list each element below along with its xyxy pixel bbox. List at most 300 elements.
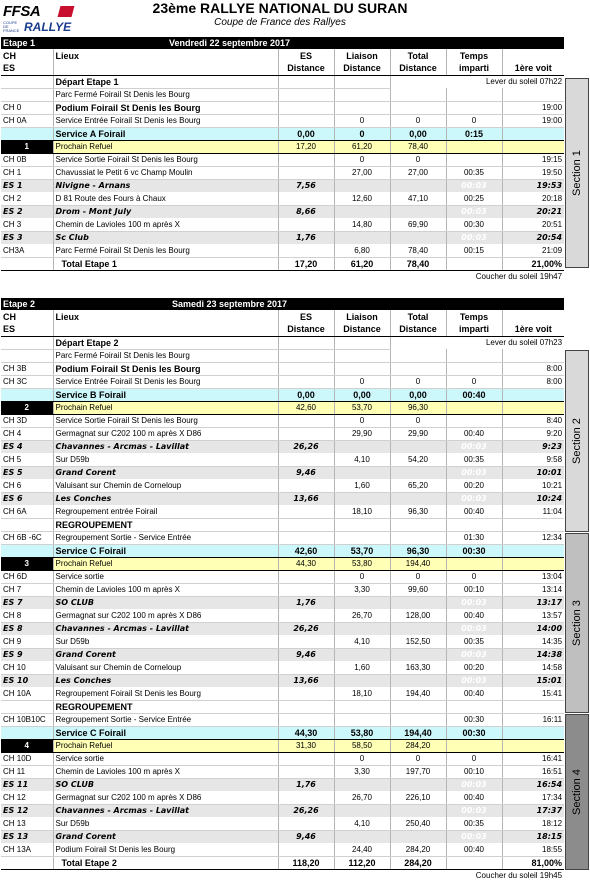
control-row [1, 453, 564, 466]
cell-temps-imparti [446, 518, 502, 531]
sunset-row [1, 270, 564, 283]
cell-ch: CH 9 [1, 635, 53, 648]
cell-total-distance [390, 778, 446, 791]
control-row [1, 791, 564, 804]
cell-liaison-distance: 1,60 [334, 661, 390, 674]
cell-first-car: 17:37 [502, 804, 564, 817]
control-row [1, 505, 564, 518]
cell-lieu: Parc Fermé Foirail St Denis les Bourg [53, 349, 278, 362]
cell-lieu: SO CLUB [53, 596, 278, 609]
cell-es-distance: 31,30 [278, 739, 334, 752]
column-header-cell: Distance [334, 62, 390, 75]
cell-first-car: 10:24 [502, 492, 564, 505]
service-row [1, 388, 564, 401]
cell-lieu: Parc Fermé Foirail St Denis les Bourg [53, 244, 278, 257]
special-stage-row [1, 466, 564, 479]
cell-es-distance [278, 192, 334, 205]
cell-es-distance [278, 713, 334, 726]
cell-temps-imparti [446, 88, 502, 101]
cell-temps-imparti: 00:10 [446, 765, 502, 778]
cell-liaison-distance: 1,60 [334, 479, 390, 492]
cell-temps-imparti [446, 739, 502, 752]
cell-first-car: 16:41 [502, 752, 564, 765]
cell-ch: ES 10 [1, 674, 53, 687]
control-row [1, 700, 564, 713]
cell-es-distance: 0,00 [278, 388, 334, 401]
cell-lieu: Germagnat sur C202 100 m après X D86 [53, 791, 278, 804]
column-header-cell: imparti [446, 323, 502, 336]
cell-liaison-distance: 27,00 [334, 166, 390, 179]
cell-liaison-distance [334, 531, 390, 544]
cell-liaison-distance: 61,20 [334, 140, 390, 153]
cell-es-distance [278, 349, 334, 362]
cell-liaison-distance: 112,20 [334, 856, 390, 869]
cell-es-distance [278, 583, 334, 596]
cell-temps-imparti: 00:20 [446, 479, 502, 492]
cell-lieu: Sur D59b [53, 817, 278, 830]
cell-first-car: 13:17 [502, 596, 564, 609]
cell-lieu: Service A Foirail [53, 127, 278, 140]
cell-liaison-distance: 26,70 [334, 791, 390, 804]
cell-total-distance: 128,00 [390, 609, 446, 622]
control-row [1, 192, 564, 205]
cell-lieu: Service sortie [53, 570, 278, 583]
cell-es-distance: 42,60 [278, 401, 334, 414]
section-2-label: Section 2 [565, 350, 589, 532]
cell-total-distance [390, 492, 446, 505]
cell-temps-imparti: 00:03 [446, 622, 502, 635]
cell-first-car: 14:00 [502, 622, 564, 635]
control-row [1, 101, 564, 114]
cell-lieu: Service sortie [53, 752, 278, 765]
cell-total-distance: 194,40 [390, 557, 446, 570]
cell-liaison-distance: 53,80 [334, 557, 390, 570]
control-row [1, 153, 564, 166]
cell-temps-imparti: 00:03 [446, 804, 502, 817]
cell-total-distance: 0 [390, 570, 446, 583]
cell-temps-imparti: 00:03 [446, 440, 502, 453]
cell-ch: CH 2 [1, 192, 53, 205]
cell-lieu: Prochain Refuel [53, 140, 278, 153]
cell-temps-imparti [446, 257, 502, 270]
cell-es-distance [278, 609, 334, 622]
cell-total-distance: 0 [390, 153, 446, 166]
column-header-cell: ES [1, 323, 53, 336]
special-stage-row [1, 804, 564, 817]
cell-lieu: Service C Foirail [53, 726, 278, 739]
cell-first-car: 13:14 [502, 583, 564, 596]
column-header-cell: Distance [334, 323, 390, 336]
cell-total-distance: 29,90 [390, 427, 446, 440]
section-4-label: Section 4 [565, 714, 589, 870]
cell-lieu: SO CLUB [53, 778, 278, 791]
refuel-row [1, 140, 564, 153]
etape-label: Etape 1 [1, 37, 53, 49]
cell-liaison-distance: 24,40 [334, 843, 390, 856]
control-row [1, 531, 564, 544]
cell-total-distance: 54,20 [390, 453, 446, 466]
section-1-label: Section 1 [565, 78, 589, 268]
cell-temps-imparti: 00:20 [446, 661, 502, 674]
cell-lieu: Service Entrée Foirail St Denis les Bourg [53, 375, 278, 388]
cell-first-car [502, 388, 564, 401]
cell-es-distance: 26,26 [278, 622, 334, 635]
column-header-cell [502, 310, 564, 323]
cell-lieu: Chavannes - Arcmas - Lavillat [53, 622, 278, 635]
column-header-cell: Lieux [53, 49, 278, 62]
cell-temps-imparti: 00:40 [446, 791, 502, 804]
cell-es-distance [278, 843, 334, 856]
cell-liaison-distance: 26,70 [334, 609, 390, 622]
cell-es-distance [278, 427, 334, 440]
control-row [1, 713, 564, 726]
control-row [1, 661, 564, 674]
sunset-row [1, 869, 564, 882]
cell-ch: CH 10 [1, 661, 53, 674]
cell-ch: 2 [1, 401, 53, 414]
control-row [1, 166, 564, 179]
cell-first-car [502, 518, 564, 531]
cell-ch: ES 6 [1, 492, 53, 505]
cell-total-distance [390, 804, 446, 817]
control-row [1, 414, 564, 427]
column-header-1 [1, 310, 564, 323]
cell-temps-imparti: 00:10 [446, 583, 502, 596]
cell-liaison-distance [334, 804, 390, 817]
cell-first-car: 16:54 [502, 778, 564, 791]
control-row [1, 88, 564, 101]
cell-es-distance [278, 75, 334, 88]
cell-temps-imparti: 00:03 [446, 466, 502, 479]
logo-coupe-text: COUPE DE FRANCE [3, 20, 20, 33]
cell-lieu: Sc Club [53, 231, 278, 244]
cell-lieu: REGROUPEMENT [53, 518, 278, 531]
cell-es-distance: 42,60 [278, 544, 334, 557]
special-stage-row [1, 596, 564, 609]
cell-total-distance [390, 349, 446, 362]
column-header-cell: ES [278, 310, 334, 323]
cell-lieu: Chavannes - Arcmas - Lavillat [53, 804, 278, 817]
cell-es-distance [278, 765, 334, 778]
cell-lieu: Nivigne - Arnans [53, 179, 278, 192]
cell-liaison-distance: 18,10 [334, 687, 390, 700]
cell-liaison-distance [334, 596, 390, 609]
cell-first-car: 20:54 [502, 231, 564, 244]
cell-total-distance: 284,20 [390, 856, 446, 869]
special-stage-row [1, 231, 564, 244]
cell-es-distance: 44,30 [278, 557, 334, 570]
cell-es-distance [278, 414, 334, 427]
cell-first-car: 20:21 [502, 205, 564, 218]
cell-first-car: 19:53 [502, 179, 564, 192]
cell-liaison-distance [334, 830, 390, 843]
cell-liaison-distance: 29,90 [334, 427, 390, 440]
cell-temps-imparti [446, 856, 502, 869]
cell-temps-imparti: 00:40 [446, 388, 502, 401]
cell-temps-imparti [446, 557, 502, 570]
cell-es-distance [278, 570, 334, 583]
cell-total-distance [390, 674, 446, 687]
cell-total-distance [390, 531, 446, 544]
cell-lieu: Regroupement Foirail St Denis les Bourg [53, 687, 278, 700]
control-row [1, 479, 564, 492]
control-row [1, 75, 564, 88]
cell-first-car [502, 544, 564, 557]
cell-liaison-distance: 0 [334, 127, 390, 140]
cell-ch: CH 7 [1, 583, 53, 596]
refuel-row [1, 557, 564, 570]
cell-lieu: Podium Foirail St Denis les Bourg [53, 101, 278, 114]
cell-es-distance: 0,00 [278, 127, 334, 140]
column-header-cell [53, 323, 278, 336]
cell-first-car [502, 349, 564, 362]
cell-liaison-distance: 0 [334, 114, 390, 127]
cell-es-distance [278, 101, 334, 114]
cell-es-distance [278, 88, 334, 101]
cell-total-distance [390, 179, 446, 192]
cell-lieu: Départ Etape 2 [53, 336, 278, 349]
cell-total-distance [390, 648, 446, 661]
cell-first-car: 13:57 [502, 609, 564, 622]
control-row [1, 244, 564, 257]
cell-total-distance: 194,40 [390, 726, 446, 739]
column-header-cell: ES [278, 49, 334, 62]
cell-ch [1, 726, 53, 739]
cell-ch: ES 1 [1, 179, 53, 192]
cell-temps-imparti [446, 101, 502, 114]
cell-temps-imparti: 00:40 [446, 687, 502, 700]
cell-lieu: Germagnat sur C202 100 m après X D86 [53, 427, 278, 440]
cell-total-distance [390, 205, 446, 218]
cell-liaison-distance [334, 713, 390, 726]
cell-liaison-distance [334, 440, 390, 453]
cell-es-distance: 9,46 [278, 830, 334, 843]
control-row [1, 843, 564, 856]
special-stage-row [1, 440, 564, 453]
cell-es-distance [278, 453, 334, 466]
cell-temps-imparti [446, 153, 502, 166]
cell-ch: ES 4 [1, 440, 53, 453]
cell-total-distance: 99,60 [390, 583, 446, 596]
cell-lieu: Grand Corent [53, 830, 278, 843]
cell-temps-imparti: 0 [446, 752, 502, 765]
column-header-cell: Liaison [334, 310, 390, 323]
sunrise-time: Lever du soleil 07h23 [390, 336, 564, 349]
column-header-cell: Distance [390, 62, 446, 75]
cell-temps-imparti: 00:35 [446, 817, 502, 830]
cell-liaison-distance [334, 674, 390, 687]
cell-total-distance: 197,70 [390, 765, 446, 778]
column-header-cell: Distance [278, 62, 334, 75]
cell-lieu: Total Etape 2 [53, 856, 278, 869]
cell-es-distance [278, 661, 334, 674]
cell-ch: ES 2 [1, 205, 53, 218]
cell-lieu: Prochain Refuel [53, 557, 278, 570]
control-row [1, 609, 564, 622]
special-stage-row [1, 648, 564, 661]
cell-total-distance [390, 700, 446, 713]
control-row [1, 427, 564, 440]
cell-temps-imparti: 0 [446, 375, 502, 388]
cell-ch [1, 75, 53, 88]
cell-es-distance [278, 687, 334, 700]
cell-ch: CH 3 [1, 218, 53, 231]
cell-lieu: Sur D59b [53, 635, 278, 648]
cell-es-distance [278, 791, 334, 804]
column-header-2 [1, 62, 564, 75]
cell-first-car [502, 401, 564, 414]
cell-first-car: 14:58 [502, 661, 564, 674]
cell-liaison-distance: 18,10 [334, 505, 390, 518]
cell-lieu: Prochain Refuel [53, 739, 278, 752]
column-header-cell: Total [390, 310, 446, 323]
cell-es-distance: 8,66 [278, 205, 334, 218]
cell-ch [1, 127, 53, 140]
cell-temps-imparti [446, 362, 502, 375]
cell-ch: CH 6D [1, 570, 53, 583]
cell-lieu: Valuisant sur Chemin de Corneloup [53, 661, 278, 674]
cell-ch: 4 [1, 739, 53, 752]
cell-total-distance [390, 713, 446, 726]
cell-first-car: 13:04 [502, 570, 564, 583]
column-header-cell: Temps [446, 49, 502, 62]
cell-ch: CH 3D [1, 414, 53, 427]
cell-total-distance: 69,90 [390, 218, 446, 231]
cell-es-distance: 9,46 [278, 466, 334, 479]
cell-first-car: 18:12 [502, 817, 564, 830]
cell-temps-imparti: 00:30 [446, 726, 502, 739]
logo-rallye-text: RALLYE [24, 20, 72, 34]
service-row [1, 544, 564, 557]
cell-ch: CH 13A [1, 843, 53, 856]
cell-temps-imparti: 00:03 [446, 179, 502, 192]
cell-total-distance: 0 [390, 114, 446, 127]
column-header-cell: Total [390, 49, 446, 62]
cell-es-distance: 118,20 [278, 856, 334, 869]
cell-liaison-distance: 0 [334, 414, 390, 427]
cell-es-distance [278, 375, 334, 388]
cell-es-distance: 13,66 [278, 674, 334, 687]
cell-ch: CH3A [1, 244, 53, 257]
cell-total-distance: 0 [390, 375, 446, 388]
cell-ch: CH 10A [1, 687, 53, 700]
cell-first-car: 14:35 [502, 635, 564, 648]
cell-lieu: Podium Foirail St Denis les Bourg [53, 843, 278, 856]
cell-temps-imparti: 00:03 [446, 778, 502, 791]
column-header-cell: Distance [278, 323, 334, 336]
cell-ch: CH 0 [1, 101, 53, 114]
cell-lieu: Prochain Refuel [53, 401, 278, 414]
cell-ch: ES 9 [1, 648, 53, 661]
cell-total-distance: 284,20 [390, 843, 446, 856]
cell-liaison-distance [334, 518, 390, 531]
cell-first-car: 12:34 [502, 531, 564, 544]
cell-first-car: 19:00 [502, 114, 564, 127]
cell-ch: 3 [1, 557, 53, 570]
cell-lieu: REGROUPEMENT [53, 700, 278, 713]
cell-ch [1, 349, 53, 362]
control-row [1, 362, 564, 375]
cell-es-distance: 13,66 [278, 492, 334, 505]
cell-total-distance: 0,00 [390, 127, 446, 140]
cell-liaison-distance [334, 336, 390, 349]
cell-liaison-distance [334, 101, 390, 114]
cell-total-distance [390, 596, 446, 609]
cell-lieu: Service Entrée Foirail St Denis les Bourg [53, 114, 278, 127]
cell-liaison-distance [334, 205, 390, 218]
special-stage-row [1, 179, 564, 192]
cell-ch: CH 10D [1, 752, 53, 765]
cell-first-car: 9:20 [502, 427, 564, 440]
cell-temps-imparti: 00:35 [446, 635, 502, 648]
cell-liaison-distance [334, 362, 390, 375]
cell-first-car: 17:34 [502, 791, 564, 804]
cell-es-distance [278, 479, 334, 492]
cell-first-car [502, 140, 564, 153]
cell-es-distance [278, 336, 334, 349]
control-row [1, 570, 564, 583]
column-header-cell: ES [1, 62, 53, 75]
cell-total-distance: 96,30 [390, 505, 446, 518]
cell-es-distance: 17,20 [278, 140, 334, 153]
cell-first-car: 14:38 [502, 648, 564, 661]
cell-temps-imparti: 00:40 [446, 427, 502, 440]
cell-lieu: Regroupement entrée Foirail [53, 505, 278, 518]
cell-lieu: Les Conches [53, 492, 278, 505]
cell-first-car: 10:21 [502, 479, 564, 492]
cell-temps-imparti: 00:25 [446, 192, 502, 205]
service-row [1, 726, 564, 739]
cell-temps-imparti: 0 [446, 114, 502, 127]
cell-lieu: Départ Etape 1 [53, 75, 278, 88]
cell-lieu: Sur D59b [53, 453, 278, 466]
cell-temps-imparti [446, 140, 502, 153]
cell-ch: CH 13 [1, 817, 53, 830]
cell-first-car: 21,00% [502, 257, 564, 270]
special-stage-row [1, 205, 564, 218]
cell-liaison-distance: 53,70 [334, 401, 390, 414]
cell-first-car: 20:51 [502, 218, 564, 231]
cell-lieu: Service Sortie Foirail St Denis les Bourg [53, 153, 278, 166]
cell-liaison-distance: 58,50 [334, 739, 390, 752]
cell-ch [1, 257, 53, 270]
cell-total-distance [390, 440, 446, 453]
cell-lieu: Grand Corent [53, 648, 278, 661]
column-header-cell: Liaison [334, 49, 390, 62]
cell-total-distance: 96,30 [390, 401, 446, 414]
page-title: 23ème RALLYE NATIONAL DU SURAN [152, 0, 408, 16]
cell-ch [1, 88, 53, 101]
cell-total-distance [390, 231, 446, 244]
cell-es-distance [278, 531, 334, 544]
cell-total-distance [390, 518, 446, 531]
cell-ch: CH 11 [1, 765, 53, 778]
cell-total-distance [390, 101, 446, 114]
special-stage-row [1, 492, 564, 505]
cell-first-car: 8:00 [502, 375, 564, 388]
cell-liaison-distance: 12,60 [334, 192, 390, 205]
cell-ch: ES 8 [1, 622, 53, 635]
etape-2-table [1, 298, 564, 882]
cell-liaison-distance [334, 75, 390, 88]
cell-ch [1, 336, 53, 349]
cell-total-distance: 96,30 [390, 544, 446, 557]
cell-lieu: Service C Foirail [53, 544, 278, 557]
cell-first-car [502, 557, 564, 570]
cell-temps-imparti: 00:03 [446, 596, 502, 609]
cell-total-distance: 0 [390, 752, 446, 765]
cell-es-distance [278, 218, 334, 231]
